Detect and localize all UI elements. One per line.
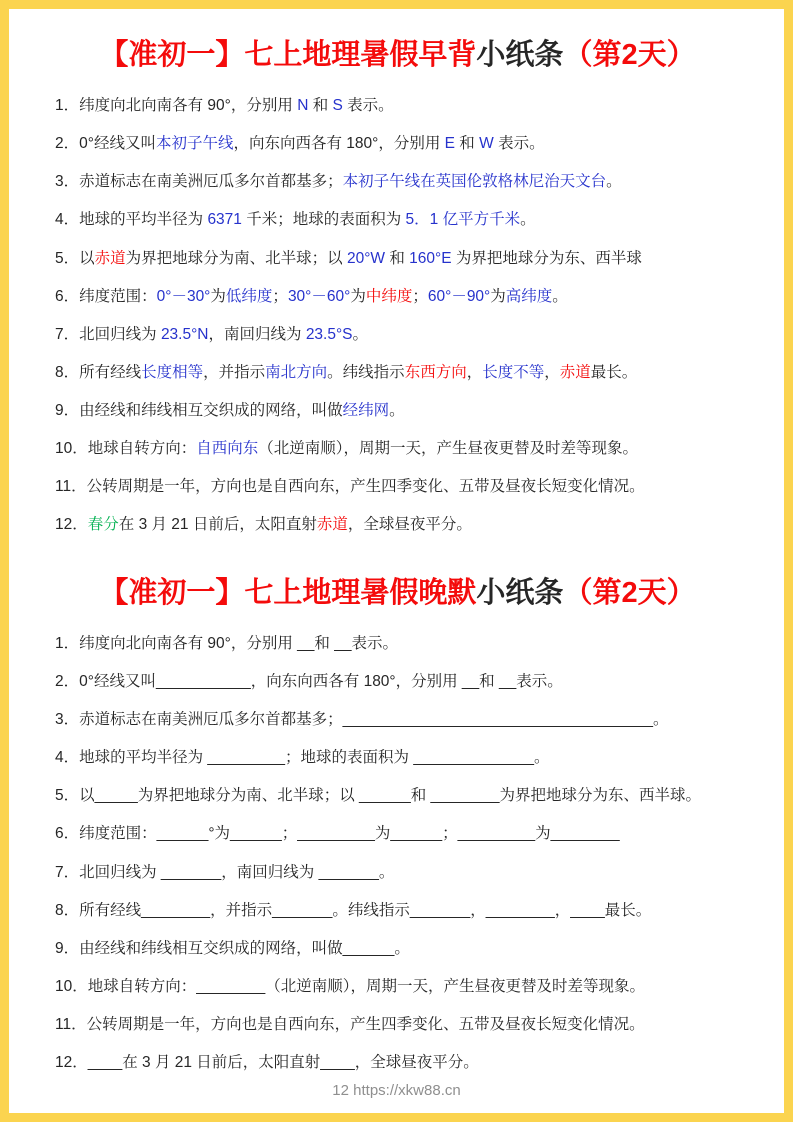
question-item [55, 1054, 740, 1071]
title-segment: （第2天） [563, 39, 696, 71]
text-segment: 为界把地球分为东、西半球 [451, 249, 642, 267]
text-segment: 5．以 [55, 249, 95, 267]
question-item [55, 440, 740, 457]
text-segment: 7．北回归线为 _______，南回归线为 _______。 [55, 863, 395, 881]
text-segment: 11．公转周期是一年，方向也是自西向东，产生四季变化、五带及昼夜长短变化情况。 [55, 1015, 645, 1033]
text-segment: 赤道 [94, 249, 126, 267]
title-segment: 【准初一】七上地理暑假早背 [99, 39, 477, 71]
text-segment: 长度相等 [141, 363, 204, 381]
text-segment: E [444, 135, 455, 153]
text-segment: 5．以_____为界把地球分为南、北半球；以 ______和 ________为界把地球分为东、西半球。 [55, 787, 702, 805]
text-segment: 自西向东 [196, 439, 259, 457]
text-segment: 6．纬度范围： [55, 287, 157, 305]
text-segment: 10．地球自转方向：________（北逆南顺），周期一天，产生昼夜更替及时差等现象。 [55, 977, 645, 995]
text-segment: N [297, 97, 309, 115]
text-segment: 3．赤道标志在南美洲厄瓜多尔首都基多；____________________________________。 [55, 711, 669, 729]
text-segment: ，南回归线为 [208, 325, 306, 343]
page-footer: 12 https://xkw88.cn [332, 1082, 461, 1099]
text-segment: 为 [350, 287, 366, 305]
text-segment: 9．由经线和纬线相互交织成的网络，叫做 [55, 401, 343, 419]
question-item [55, 1016, 740, 1033]
text-segment: 。 [389, 401, 405, 419]
text-segment: 4．地球的平均半径为 _________；地球的表面积为 ______________。 [55, 749, 550, 767]
text-segment: 。 [552, 287, 568, 305]
text-segment: 本初子午线在英国伦敦格林尼治天文台 [342, 173, 607, 191]
question-item [55, 402, 740, 419]
text-segment: 春分 [87, 515, 119, 533]
text-segment: 千米；地球的表面积为 [241, 211, 406, 229]
text-segment: 为界把地球分为南、北半球；以 [125, 249, 347, 267]
text-segment: 10．地球自转方向： [55, 439, 197, 457]
text-segment: 在 3 月 21 日前后，太阳直射 [118, 515, 317, 533]
text-segment: 表示。 [493, 135, 545, 153]
question-item [55, 516, 740, 533]
question-item [55, 288, 740, 305]
question-list [55, 97, 740, 533]
text-segment: 最长。 [590, 363, 638, 381]
question-item [55, 173, 740, 190]
text-segment: 。纬线指示 [327, 363, 405, 381]
text-segment: 和 [308, 97, 333, 115]
text-segment: 3．赤道标志在南美洲厄瓜多尔首都基多； [55, 173, 343, 191]
text-segment: 6．纬度范围：______°为______；_________为______；_________为________ [55, 825, 620, 843]
title-segment: 小纸条 [476, 39, 564, 71]
text-segment: 和 [455, 135, 480, 153]
text-segment: 为 [490, 287, 506, 305]
section-morning-recite [55, 39, 740, 533]
title-segment: （第2天） [563, 576, 696, 609]
text-segment: 本初子午线 [155, 135, 234, 153]
text-segment: 。 [606, 173, 622, 191]
text-segment: 6371 [207, 211, 242, 229]
text-segment: 0°－30° [156, 287, 211, 305]
text-segment: ，向东向西各有 180°，分别用 [233, 135, 445, 153]
section-title [55, 577, 740, 610]
text-segment: ， [544, 363, 560, 381]
text-segment: 中纬度 [365, 287, 413, 305]
question-item [55, 749, 740, 766]
question-item [55, 250, 740, 267]
text-segment: 2．0°经线又叫___________，向东向西各有 180°，分别用 __和 __表示。 [55, 673, 563, 691]
question-item [55, 787, 740, 804]
text-segment: 8．所有经线 [55, 363, 142, 381]
question-item [55, 364, 740, 381]
question-item [55, 864, 740, 881]
text-segment: ，并指示 [203, 363, 266, 381]
question-item [55, 825, 740, 842]
question-item [55, 135, 740, 152]
text-segment: 1．纬度向北向南各有 90°，分别用 [55, 97, 298, 115]
text-segment: ， [466, 363, 483, 381]
text-segment: 23.5°N [160, 325, 209, 343]
question-item [55, 711, 740, 728]
text-segment: 30°－60° [287, 287, 351, 305]
section-evening-dictation [55, 577, 740, 1071]
question-list [55, 635, 740, 1071]
text-segment: 东西方向 [404, 363, 467, 381]
text-segment: 60°－90° [427, 287, 491, 305]
text-segment: ； [412, 287, 428, 305]
question-item [55, 478, 740, 495]
text-segment: S [332, 97, 343, 115]
text-segment: 160°E [409, 249, 452, 267]
text-segment: ； [272, 287, 288, 305]
text-segment: 8．所有经线________，并指示_______。纬线指示_______，________，____最长。 [55, 901, 652, 919]
question-item [55, 211, 740, 228]
question-item [55, 673, 740, 690]
text-segment: ，全球昼夜平分。 [347, 515, 472, 533]
text-segment: 9．由经线和纬线相互交织成的网络，叫做______。 [55, 939, 410, 957]
question-item [55, 97, 740, 114]
text-segment: 1．纬度向北向南各有 90°，分别用 __和 __表示。 [55, 635, 398, 653]
text-segment: W [479, 135, 494, 153]
text-segment: 。 [520, 211, 536, 229]
text-segment: 南北方向 [265, 363, 328, 381]
question-item [55, 940, 740, 957]
text-segment: 赤道 [559, 363, 591, 381]
text-segment: 23.5°S [305, 325, 353, 343]
text-segment: 和 [385, 249, 410, 267]
text-segment: 表示。 [342, 97, 394, 115]
text-segment: 。 [352, 325, 369, 343]
text-segment: 低纬度 [225, 287, 273, 305]
title-segment: 【准初一】七上地理暑假晚默 [99, 576, 477, 609]
text-segment: 20°W [346, 249, 386, 267]
text-segment: （北逆南顺），周期一天，产生昼夜更替及时差等现象。 [258, 439, 639, 457]
question-item [55, 978, 740, 995]
question-item [55, 326, 740, 343]
text-segment: 7．北回归线为 [55, 325, 161, 343]
text-segment: 高纬度 [505, 287, 553, 305]
text-segment: 经纬网 [342, 401, 390, 419]
text-segment: 12．____在 3 月 21 日前后，太阳直射____，全球昼夜平分。 [55, 1053, 479, 1071]
text-segment: 11．公转周期是一年，方向也是自西向东，产生四季变化、五带及昼夜长短变化情况。 [55, 477, 645, 495]
question-item [55, 635, 740, 652]
question-item [55, 902, 740, 919]
text-segment: 12． [55, 515, 88, 533]
text-segment: 长度不等 [482, 363, 545, 381]
section-title [55, 39, 740, 72]
text-segment: 4．地球的平均半径为 [55, 211, 208, 229]
text-segment: 赤道 [316, 515, 348, 533]
title-segment: 小纸条 [476, 576, 564, 609]
text-segment: 5．1 亿平方千米 [405, 211, 521, 229]
text-segment: 2．0°经线又叫 [55, 135, 156, 153]
text-segment: 为 [210, 287, 226, 305]
